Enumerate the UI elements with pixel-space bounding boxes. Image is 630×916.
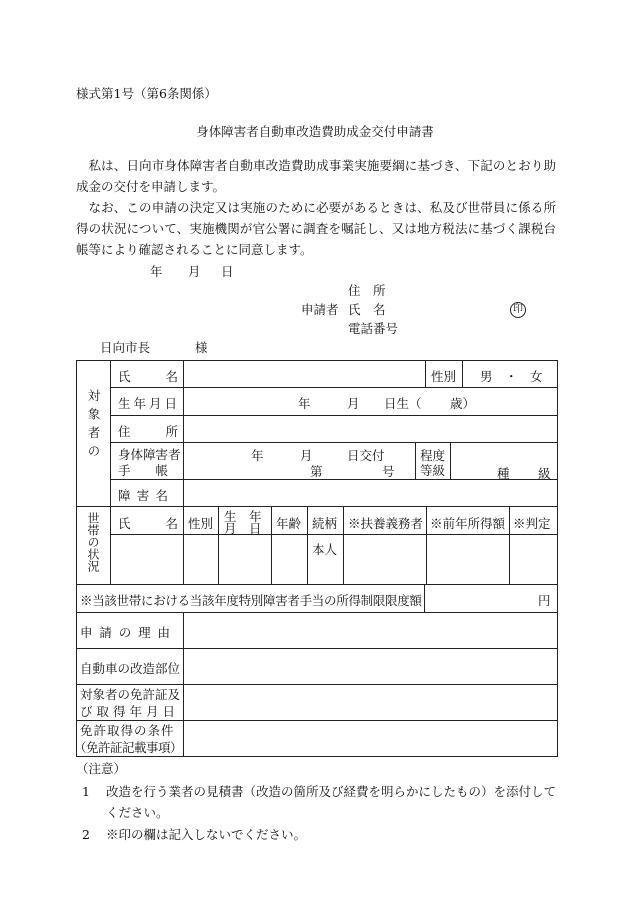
income-limit-label: ※当該世帯における当該年度特別障害者手当の所得制限限度額 — [80, 593, 422, 608]
hh-header-birth-1: 生 年 — [224, 509, 262, 524]
note-text: ※印の欄は記入しないでください。 — [106, 827, 307, 842]
birth-day: 日生（ — [384, 396, 422, 411]
handbook-issue-month: 月 — [300, 448, 313, 463]
applicant-prefix: 申請者 — [301, 302, 339, 317]
gender-label: 性別 — [431, 369, 457, 384]
income-limit-unit: 円 — [538, 593, 551, 608]
hh-relation-self: 本人 — [312, 542, 338, 557]
note-number: 2 — [82, 827, 90, 842]
household-section-label: 世帯の状況 — [86, 512, 100, 572]
applicant-phone-label: 電話番号 — [348, 321, 399, 336]
note-number: 1 — [82, 784, 90, 799]
handbook-number-prefix: 第 — [310, 464, 323, 479]
hh-header-gender: 性別 — [188, 516, 214, 531]
grade-label-1: 程度 — [420, 448, 446, 463]
birth-year: 年 — [298, 396, 311, 411]
body-text — [76, 155, 556, 260]
grade-kind: 種 — [497, 466, 510, 481]
addressee: 日向市長 — [100, 340, 151, 355]
addressee-honorific: 様 — [195, 340, 208, 355]
handbook-issue-year: 年 — [251, 448, 264, 463]
subject-section-label: 対象者の — [86, 389, 101, 463]
birth-label: 生年月日 — [118, 396, 181, 411]
hh-header-age: 年齢 — [276, 516, 302, 531]
date-year: 年 — [150, 264, 163, 279]
seal-mark: 印 — [510, 302, 526, 318]
handbook-number-suffix: 号 — [382, 464, 395, 479]
notes — [76, 758, 556, 845]
hh-header-name: 氏 名 — [118, 516, 190, 531]
note-item — [76, 824, 556, 845]
license-date-label-2: び取得年月日 — [80, 704, 180, 719]
handbook-issue-day: 日交付 — [347, 448, 385, 463]
birth-age: 歳） — [450, 396, 476, 411]
hh-header-income: ※前年所得額 — [430, 516, 506, 531]
grade-level: 級 — [538, 466, 551, 481]
hh-header-dependents: ※扶養義務者 — [348, 516, 424, 531]
note-item — [76, 781, 556, 823]
hh-header-birth-2: 月 日 — [224, 521, 262, 536]
license-date-label-1: 対象者の免許証及 — [80, 687, 181, 702]
handbook-label-2: 手 帳 — [118, 463, 169, 478]
date-month: 月 — [188, 264, 201, 279]
applicant-address-label: 住 所 — [348, 283, 386, 298]
license-condition-label-2: （免許証記載事項） — [74, 740, 183, 755]
grade-label-2: 等級 — [420, 463, 446, 478]
disability-label: 障害名 — [118, 488, 175, 503]
date-day: 日 — [221, 264, 234, 279]
handbook-label-1: 身体障害者 — [118, 447, 181, 462]
page-title: 身体障害者自動車改造費助成金交付申請書 — [196, 124, 434, 139]
hh-header-relation: 続柄 — [312, 516, 338, 531]
applicant-name-label: 氏 名 — [348, 302, 386, 317]
seal-icon — [510, 300, 526, 318]
notes-heading: （注意） — [76, 761, 127, 776]
reason-label: 申請の理由 — [80, 625, 177, 640]
hh-header-judgment: ※判定 — [513, 516, 551, 531]
body-paragraph-1: 私は、日向市身体障害者自動車改造費助成事業実施要綱に基づき、下記のとおり助成金の交付を申請します。 — [76, 158, 556, 194]
modification-label: 自動車の改造部位 — [80, 661, 181, 676]
subject-address-label: 住 所 — [118, 424, 190, 439]
gender-options: 男 ・ 女 — [480, 369, 543, 384]
subject-name-label: 氏 名 — [118, 369, 190, 384]
license-condition-label-1: 免許取得の条件 — [80, 723, 175, 738]
body-paragraph-2: なお、この申請の決定又は実施のために必要があるときは、私及び世帯員に係る所得の状況について、実施機関が官公署に調査を嘱託し、又は地方税法に基づく課税台帳等により確認されることに同意します。 — [76, 200, 556, 257]
birth-month: 月 — [347, 396, 360, 411]
form-number: 様式第1号（第6条関係） — [76, 86, 217, 101]
note-text: 改造を行う業者の見積書（改造の箇所及び経費を明らかにしたもの）を添付してください。 — [106, 784, 557, 820]
